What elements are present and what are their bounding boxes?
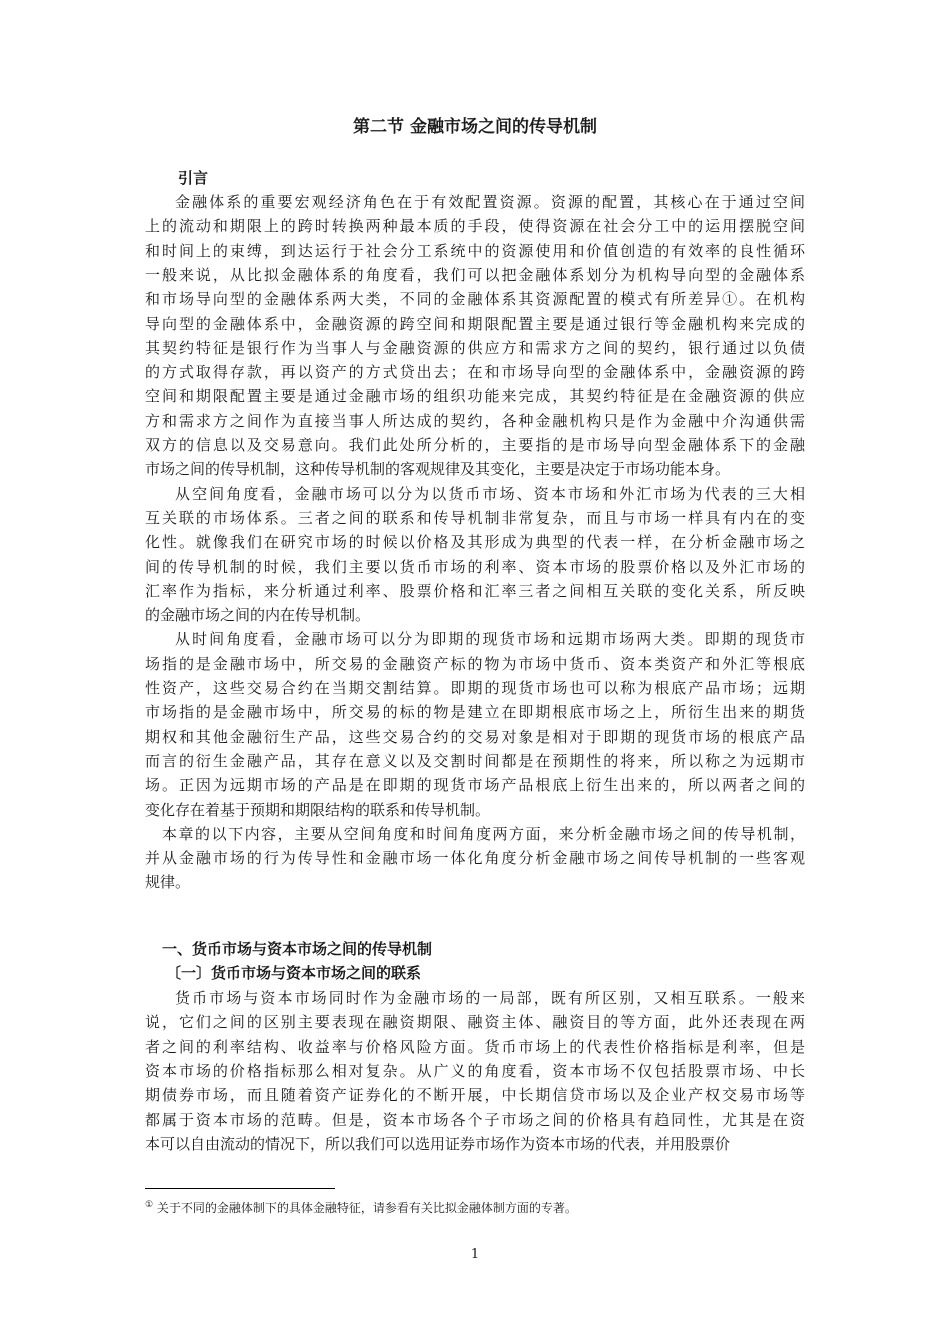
paragraph-line: 变化存在着基于预期和期限结构的联系和传导机制。 <box>145 800 491 819</box>
paragraph-line: 都属于资本市场的范畴。但是，资本市场各个子市场之间的价格具有趋同性，尤其是在资 <box>145 1110 805 1129</box>
paragraph-line: 互关联的市场体系。三者之间的联系和传导机制非常复杂，而且与市场一样具有内在的变 <box>145 508 805 527</box>
footnote <box>145 1196 577 1217</box>
paragraph-line: 规律。 <box>145 873 191 892</box>
paragraph-line: 说，它们之间的区别主要表现在融资期限、融资主体、融资目的等方面，此外还表现在两 <box>145 1013 805 1032</box>
paragraph-line: 金融体系的重要宏观经济角色在于有效配置资源。资源的配置，其核心在于通过空间 <box>175 193 805 211</box>
paragraph-line: 汇率作为指标，来分析通过利率、股票价格和汇率三者之间相互关联的变化关系，所反映 <box>145 581 805 600</box>
paragraph-line: 本可以自由流动的情况下，所以我们可以选用证券市场作为资本市场的代表，并用股票价 <box>145 1134 731 1153</box>
footnote-divider <box>145 1188 335 1189</box>
paragraph-line: 场指的是金融市场中，所交易的金融资产标的物为市场中货币、资本类资产和外汇等根底 <box>145 654 805 673</box>
paragraph-line: 上的流动和期限上的跨时转换两种最本质的手段，使得资源在社会分工中的运用摆脱空间 <box>145 217 805 236</box>
paragraph-line: 资本市场的价格指标那么相对复杂。从广义的角度看，资本市场不仅包括股票市场、中长 <box>145 1061 805 1080</box>
paragraph-line: 场。正因为远期市场的产品是在即期的现货市场产品根底上衍生出来的，所以两者之间的 <box>145 776 805 795</box>
section-heading: 一、货币市场与资本市场之间的传导机制 <box>162 940 433 958</box>
paragraph-line: 间的传导机制的时候，我们主要以货币市场的利率、资本市场的股票价格以及外汇市场的 <box>145 557 805 576</box>
paragraph-line: 的金融市场之间的内在传导机制。 <box>145 606 371 625</box>
paragraph-line: 期债券市场，而且随着资产证券化的不断开展，中长期信贷市场以及企业产权交易市场等 <box>145 1086 805 1105</box>
paragraph-line: 并从金融市场的行为传导性和金融市场一体化角度分析金融市场之间传导机制的一些客观 <box>145 849 805 868</box>
paragraph-line: 性资产，这些交易合约在当期交割结算。即期的现货市场也可以称为根底产品市场；远期 <box>145 679 805 697</box>
paragraph-line: 和市场导向型的金融体系两大类，不同的金融体系其资源配置的模式有所差异①。在机构 <box>145 290 805 309</box>
paragraph-line: 从空间角度看，金融市场可以分为以货币市场、资本市场和外汇市场为代表的三大相 <box>175 484 805 503</box>
paragraph-line: 从时间角度看，金融市场可以分为即期的现货市场和远期市场两大类。即期的现货市 <box>175 630 805 649</box>
subsection-heading: 〔一〕货币市场与资本市场之间的联系 <box>166 964 422 982</box>
paragraph-line: 导向型的金融体系中，金融资源的跨空间和期限配置主要是通过银行等金融机构来完成的 <box>145 314 805 333</box>
paragraph-line: 本章的以下内容，主要从空间角度和时间角度两方面，来分析金融市场之间的传导机制， <box>162 824 805 843</box>
page-number: 1 <box>470 1247 480 1262</box>
paragraph-line: 化性。就像我们在研究市场的时候以价格及其形成为典型的代表一样，在分析金融市场之 <box>145 533 805 552</box>
page-title: 第二节 金融市场之间的传导机制 <box>353 117 597 137</box>
paragraph-line: 和时间上的束缚，到达运行于社会分工系统中的资源使用和价值创造的有效率的良性循环 <box>145 241 805 260</box>
footnote-mark: ① <box>145 1200 154 1210</box>
paragraph-line: 货币市场与资本市场同时作为金融市场的一局部，既有所区别，又相互联系。一般来 <box>175 989 805 1007</box>
paragraph-line: 方和需求方之间作为直接当事人所达成的契约，各种金融机构只是作为金融中介沟通供需 <box>145 411 805 430</box>
paragraph-line: 者之间的利率结构、收益率与价格风险方面。货币市场上的代表性价格指标是利率，但是 <box>145 1037 805 1056</box>
paragraph-line: 期权和其他金融衍生产品，这些交易合约的交易对象是相对于即期的现货市场的根底产品 <box>145 727 805 746</box>
intro-heading: 引言 <box>178 169 209 187</box>
paragraph-line: 双方的信息以及交易意向。我们此处所分析的，主要指的是市场导向型金融体系下的金融 <box>145 436 805 454</box>
paragraph-line: 的方式取得存款，再以资产的方式贷出去；在和市场导向型的金融体系中，金融资源的跨 <box>145 363 805 382</box>
paragraph-line: 市场指的是金融市场中，所交易的标的物是建立在即期根底市场之上，所衍生出来的期货 <box>145 703 805 722</box>
paragraph-line: 而言的衍生金融产品，其存在意义以及交割时间都是在预期性的将来，所以称之为远期市 <box>145 751 805 770</box>
paragraph-line: 市场之间的传导机制，这种传导机制的客观规律及其变化，主要是决定于市场功能本身。 <box>145 460 731 479</box>
paragraph-line: 空间和期限配置主要是通过金融市场的组织功能来完成，其契约特征是在金融资源的供应 <box>145 387 805 406</box>
paragraph-line: 其契约特征是银行作为当事人与金融资源的供应方和需求方之间的契约，银行通过以负债 <box>145 338 805 357</box>
footnote-text: 关于不同的金融体制下的具体金融特征，请参看有关比拟金融体制方面的专著。 <box>156 1201 577 1215</box>
paragraph-line: 一般来说，从比拟金融体系的角度看，我们可以把金融体系划分为机构导向型的金融体系 <box>145 265 805 284</box>
